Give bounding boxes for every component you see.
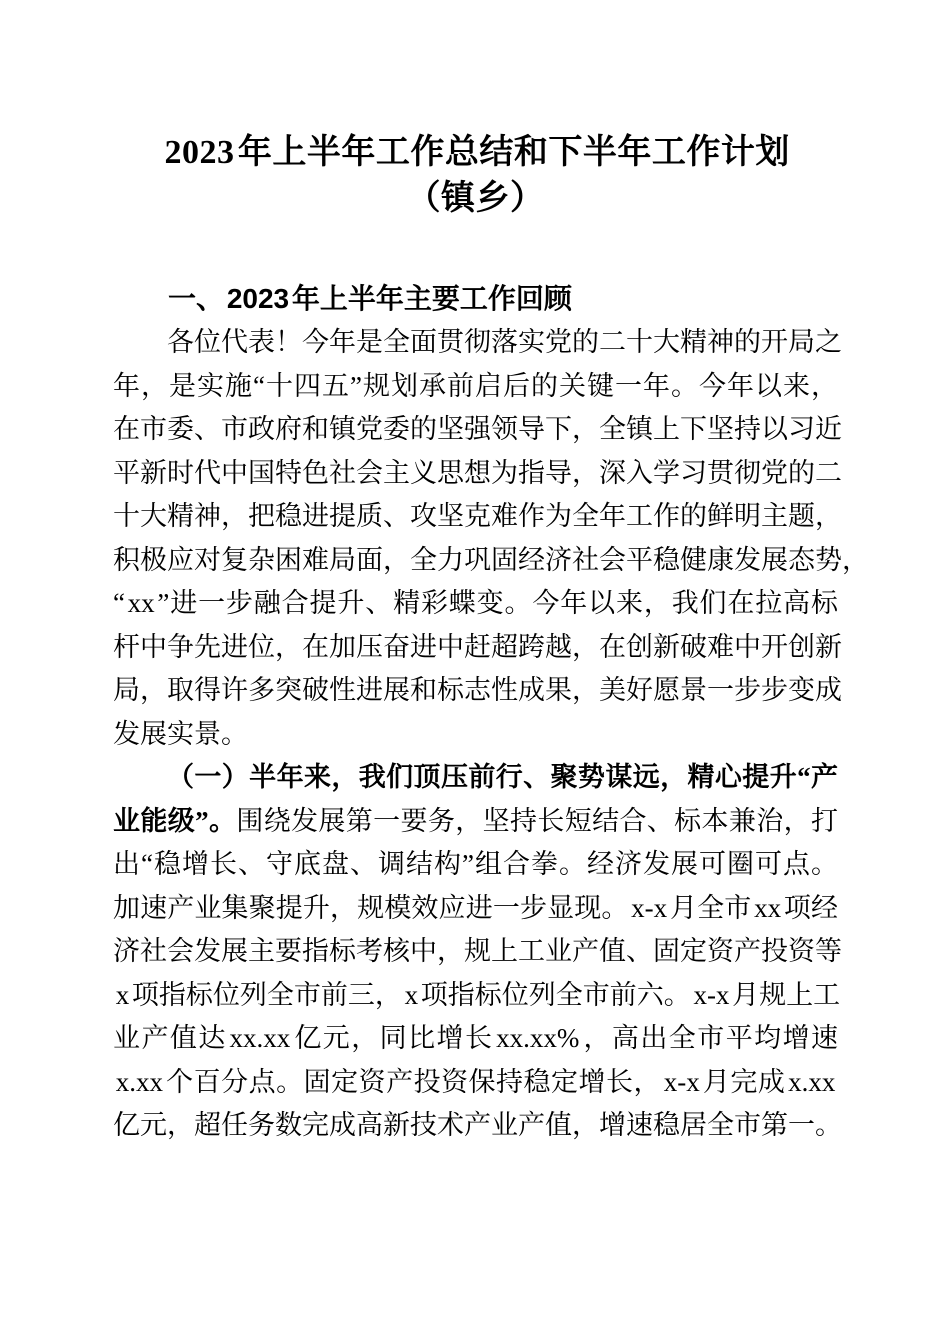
text-line: 年，是实施“十四五”规划承前启后的关键一年。今年以来， [113, 370, 838, 401]
paragraph [113, 756, 842, 1148]
bold-text-segment: 业能级”。 [113, 805, 237, 836]
text-line: 局，取得许多突破性进展和标志性成果，美好愿景一步步变成 [113, 675, 842, 705]
text-line: 杆中争先进位，在加压奋进中赶超跨越，在创新破难中开创新 [113, 631, 842, 662]
document-title [113, 130, 838, 222]
latin-run: x [115, 979, 130, 1010]
text-line: x项指标位列全市前三，x项指标位列全市前六。x-x月规上工 [115, 979, 841, 1010]
text-line: 亿元，超任务数完成高新技术产业产值，增速稳居全市第一。 [113, 1110, 842, 1140]
text-line: 出“稳增长、守底盘、调结构”组合拳。经济发展可圈可点。 [113, 849, 838, 879]
bold-text-segment: （一）半年来，我们顶压前行、聚势谋远，精心提升“产 [167, 762, 838, 792]
title-line: （镇乡） [406, 180, 545, 217]
latin-run: 2023 [164, 134, 235, 171]
latin-run: x.xx [788, 1066, 836, 1097]
text-line: 在市委、市政府和镇党委的坚强领导下，全镇上下坚持以习近 [113, 414, 842, 444]
text-line [113, 756, 838, 800]
latin-run: 2023 [226, 283, 290, 314]
text-line: 平新时代中国特色社会主义思想为指导，深入学习贯彻党的二 [113, 457, 842, 488]
document-body [113, 321, 869, 1148]
paragraph [113, 321, 869, 756]
text-line: 各位代表！今年是全面贯彻落实党的二十大精神的开局之 [167, 327, 842, 357]
latin-run: x-x [693, 979, 730, 1010]
latin-run: xx [754, 892, 782, 923]
latin-run: x.xx [115, 1066, 163, 1097]
text-line: 加速产业集聚提升，规模效应进一步显现。x-x月全市xx项经 [113, 892, 839, 923]
text-line: 十大精神，把稳进提质、攻坚克难作为全年工作的鲜明主题， [113, 501, 842, 531]
latin-run: xx [127, 588, 155, 618]
text-line: 业能级”。围绕发展第一要务，坚持长短结合、标本兼治，打 [113, 805, 839, 836]
title-line: 2023年上半年工作总结和下半年工作计划 [164, 134, 790, 171]
text-line: 业产值达xx.xx亿元，同比增长xx.xx%，高出全市平均增速 [113, 1023, 839, 1053]
latin-run: x-x [631, 892, 668, 923]
latin-run: xx.xx% [496, 1023, 580, 1053]
section-heading: 一、2023年上半年主要工作回顾 [168, 283, 572, 314]
latin-run: x [404, 979, 419, 1010]
latin-run: x-x [663, 1066, 700, 1097]
text-line: “xx”进一步融合提升、精彩蝶变。今年以来，我们在拉高标 [113, 588, 838, 618]
text-line: 济社会发展主要指标考核中，规上工业产值、固定资产投资等 [113, 936, 842, 966]
text-line: x.xx个百分点。固定资产投资保持稳定增长，x-x月完成x.xx [115, 1066, 836, 1097]
text-line: 积极应对复杂困难局面，全力巩固经济社会平稳健康发展态势， [113, 544, 869, 575]
latin-run: xx.xx [229, 1023, 291, 1053]
text-line: 发展实景。 [113, 718, 248, 749]
